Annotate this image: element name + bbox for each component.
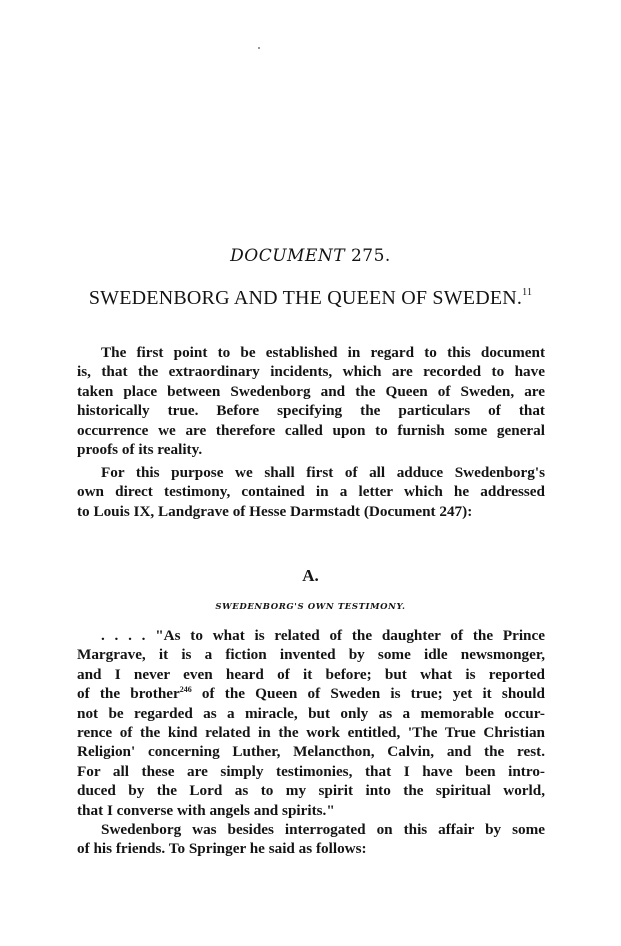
- document-number-heading: [0, 246, 621, 266]
- text-line: Swedenborg was besides interrogated on this affair by some: [101, 821, 545, 838]
- paragraph-intro: [77, 343, 545, 459]
- section-heading: SWEDENBORG'S OWN TESTIMONY.: [215, 602, 406, 612]
- text-line: own direct testimony, contained in a letter which he addressed: [77, 483, 545, 501]
- document-label: DOCUMENT: [230, 246, 346, 266]
- text-line: taken place between Swedenborg and the Queen of Sweden, are: [77, 382, 545, 400]
- quoted-testimony: [77, 626, 545, 820]
- text-line: occurrence we are therefore called upon to furnish some general: [77, 421, 545, 439]
- page-title: [0, 286, 621, 310]
- text-line: not be regarded as a miracle, but only as a memorable occur-: [77, 704, 545, 722]
- text-segment: of the Queen of Sweden is true; yet it should: [191, 685, 545, 703]
- text-line: of his friends. To Springer he said as follows:: [77, 840, 367, 858]
- text-line-with-footnote: [77, 684, 545, 703]
- page-title-text: SWEDENBORG AND THE QUEEN OF SWEDEN.: [88, 287, 523, 309]
- paragraph-purpose: [77, 463, 545, 521]
- text-line: Margrave, it is a fiction invented by some idle newsmonger,: [77, 646, 545, 664]
- text-line: proofs of its reality.: [77, 441, 203, 459]
- paragraph-interrogated: [77, 820, 545, 859]
- text-line: duced by the Lord as to my spirit into the spiritual world,: [77, 782, 545, 800]
- text-line: For all these are simply testimonies, that I have been intro-: [77, 762, 545, 780]
- text-line: that I converse with angels and spirits.": [77, 801, 335, 819]
- document-number: 275.: [350, 246, 391, 266]
- text-line: to Louis IX, Landgrave of Hesse Darmstadt (Document 247):: [77, 502, 473, 520]
- text-line: historically true. Before specifying the particulars of that: [77, 402, 545, 420]
- text-line: is, that the extraordinary incidents, which are recorded to have: [77, 363, 545, 381]
- text-line: and I never even heard of it before; but what is reported: [77, 665, 545, 683]
- text-line: rence of the kind related in the work entitled, 'The True Christian: [77, 724, 545, 742]
- title-footnote-marker: 11: [522, 287, 533, 298]
- footnote-marker: 246: [179, 685, 192, 695]
- print-speck: [258, 47, 260, 49]
- section-letter: A.: [302, 566, 319, 585]
- text-segment: of the brother: [77, 685, 180, 703]
- text-line: . . . . "As to what is related of the daughter of the Prince: [101, 627, 545, 644]
- text-line: Religion' concerning Luther, Melancthon, Calvin, and the rest.: [77, 743, 545, 761]
- text-line: The first point to be established in regard to this document: [101, 344, 545, 361]
- text-line: For this purpose we shall first of all adduce Swedenborg's: [101, 464, 545, 481]
